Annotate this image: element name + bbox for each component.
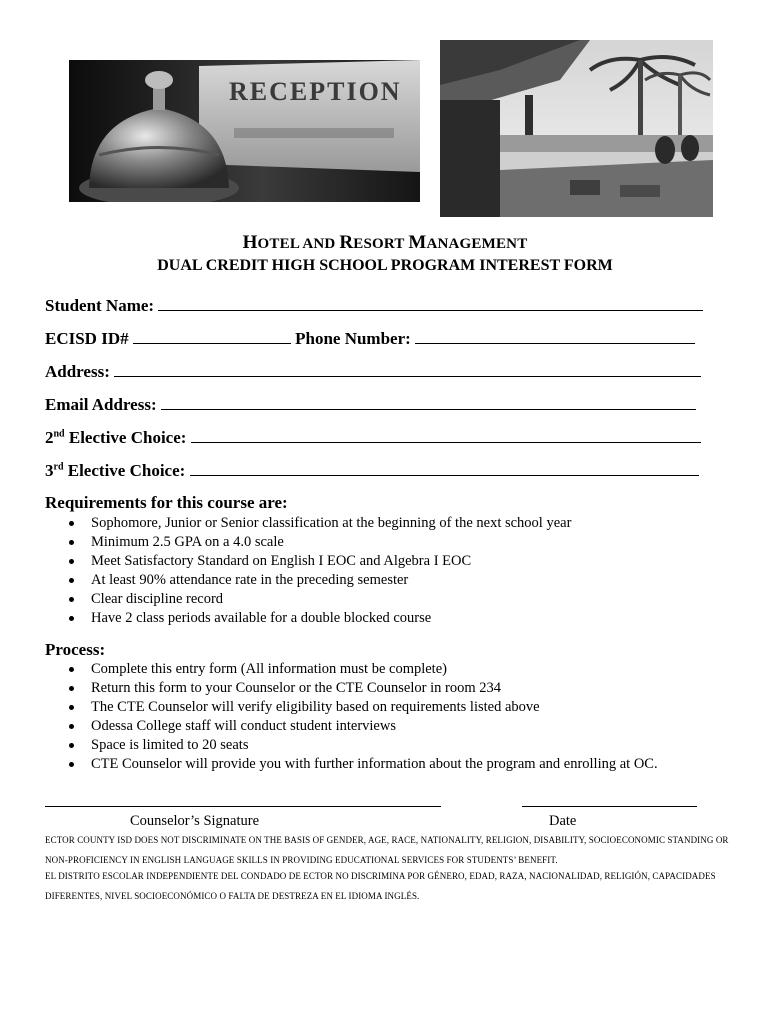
date-label: Date [549,813,577,829]
list-item: At least 90% attendance rate in the preceding semester [45,571,571,590]
student-name-label: Student Name: [45,296,155,315]
list-item: Return this form to your Counselor or the CTE Counselor in room 234 [45,679,658,698]
counselor-signature-label: Counselor’s Signature [130,813,260,829]
elective-3-line[interactable] [190,461,699,476]
form-title: HOTEL AND RESORT MANAGEMENT [242,232,528,253]
list-item: CTE Counselor will provide you with further information about the program and enrolling at OC. [45,755,658,774]
address-field[interactable] [45,362,701,382]
email-field[interactable] [45,395,696,415]
ecisd-id-label: ECISD ID# [45,329,129,348]
form-subtitle: DUAL CREDIT HIGH SCHOOL PROGRAM INTEREST FORM [157,257,613,274]
requirements-heading: Requirements for this course are: [45,493,288,512]
list-item: The CTE Counselor will verify eligibility based on requirements listed above [45,698,658,717]
list-item: Space is limited to 20 seats [45,736,658,755]
sign-text: RECEPTION [229,77,402,106]
nondiscrimination-notice-english: ECTOR COUNTY ISD DOES NOT DISCRIMINATE ON THE BASIS OF GENDER, AGE, RACE, NATIONALITY, RELIGION, DISABILITY, SOCIOECONOMIC STANDING OR NON-PROFICIENCY IN ENGLISH LANGUAGE SKILLS IN PROVIDING EDUCATIONAL SERVICES FOR STUDENTS’ BENEFIT. [45,835,729,865]
process-list [45,660,658,774]
counselor-signature-line[interactable] [45,806,441,807]
requirements-list [45,514,571,628]
elective-2-label: 2nd Elective Choice: [45,428,187,447]
list-item: Complete this entry form (All information must be complete) [45,660,658,679]
nondiscrimination-notice-spanish: EL DISTRITO ESCOLAR INDEPENDIENTE DEL CONDADO DE ECTOR NO DISCRIMINA POR GÉNERO, EDAD, RAZA, NACIONALIDAD, RELIGIÓN, CAPACIDADES DIFERENTES, NIVEL SOCIOECONÓMICO O FALTA DE DESTREZA EN EL IDIOMA INGLÉS. [45,871,716,901]
reception-bell-photo [69,60,420,202]
address-line[interactable] [114,362,701,377]
email-line[interactable] [161,395,696,410]
ecisd-id-line[interactable] [133,329,291,344]
elective-2-field[interactable] [45,428,701,448]
list-item: Odessa College staff will conduct student interviews [45,717,658,736]
list-item: Minimum 2.5 GPA on a 4.0 scale [45,533,571,552]
process-heading: Process: [45,640,106,659]
elective-3-field[interactable] [45,461,699,481]
elective-3-label: 3rd Elective Choice: [45,461,186,480]
elective-2-line[interactable] [191,428,701,443]
student-name-line[interactable] [158,296,703,311]
resort-pool-photo [440,40,713,217]
phone-number-label: Phone Number: [295,329,411,348]
list-item: Meet Satisfactory Standard on English I EOC and Algebra I EOC [45,552,571,571]
email-label: Email Address: [45,395,157,414]
ecisd-phone-row [45,329,695,349]
phone-number-line[interactable] [415,329,695,344]
list-item: Clear discipline record [45,590,571,609]
list-item: Have 2 class periods available for a double blocked course [45,609,571,628]
address-label: Address: [45,362,110,381]
list-item: Sophomore, Junior or Senior classification at the beginning of the next school year [45,514,571,533]
date-line[interactable] [522,806,697,807]
student-name-field[interactable] [45,296,703,316]
